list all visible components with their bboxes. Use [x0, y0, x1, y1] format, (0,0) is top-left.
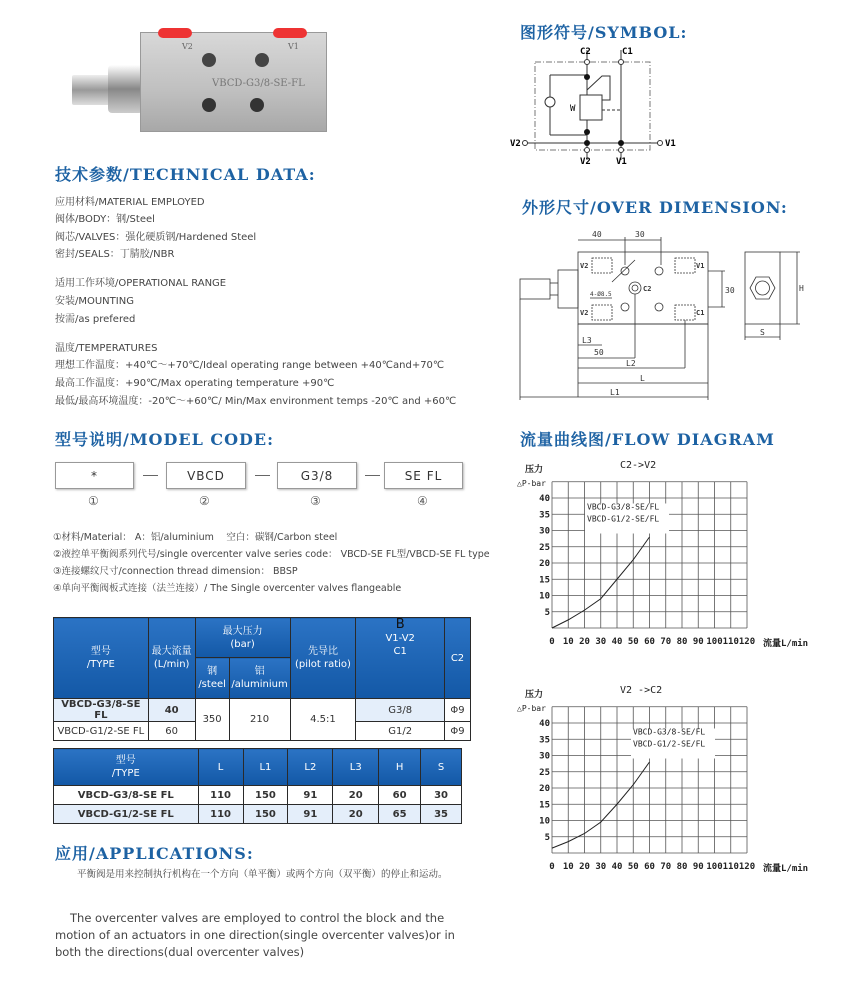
- cell-value: 150: [243, 786, 288, 805]
- x-tick-label: 30: [595, 862, 607, 872]
- port-hole: [202, 53, 216, 67]
- hydraulic-symbol: [510, 40, 690, 170]
- cell-value: 60: [379, 786, 421, 805]
- chart-title: C2->V2: [620, 460, 657, 471]
- y-tick-label: 25: [539, 767, 550, 778]
- chart-title: V2 ->C2: [620, 685, 663, 696]
- dim-H: H: [799, 284, 804, 293]
- cell-steel: 350: [195, 699, 229, 741]
- y-tick-label: 15: [539, 800, 550, 811]
- model-code-box-material: *: [55, 462, 134, 489]
- red-cap: [273, 28, 307, 38]
- cell-value: 65: [379, 805, 421, 824]
- x-tick-label: 70: [660, 637, 672, 647]
- x-tick-label: 110: [722, 637, 739, 647]
- label-v2-bottom: V2: [580, 157, 591, 167]
- y-tick-label: 20: [539, 784, 550, 794]
- code-number: ③: [310, 494, 321, 508]
- x-tick-label: 20: [579, 637, 590, 647]
- cell-aluminium: 210: [229, 699, 290, 741]
- x-tick-label: 100: [706, 862, 723, 872]
- x-tick-label: 50: [627, 862, 639, 872]
- cell-value: 91: [288, 805, 333, 824]
- flow-diagram-heading: 流量曲线图/FLOW DIAGRAM: [520, 430, 775, 449]
- tech-line: 阀体/BODY：钢/Steel: [55, 214, 155, 225]
- tech-line: 最低/最高环境温度：-20℃～+60℃/ Min/Max environment temps -20℃ and +60℃: [55, 396, 457, 407]
- cell-thread: G1/2: [356, 722, 445, 741]
- y-tick-label: 35: [539, 510, 550, 521]
- tech-line: 适用工作环境/OPERATIONAL RANGE: [55, 278, 227, 289]
- header-aluminium: 铝 /aluminium: [229, 658, 290, 699]
- header-L3: L3: [333, 749, 379, 786]
- y-tick-label: 5: [544, 607, 550, 618]
- spring-icon: W: [570, 104, 576, 114]
- tech-line: 阀芯/VALVES：强化硬质钢/Hardened Steel: [55, 232, 257, 243]
- applications-cn: 平衡阀是用来控制执行机构在一个方向（单平衡）或两个方向（双平衡）的停止和运动。: [77, 869, 448, 880]
- label-v1: V1: [665, 139, 676, 149]
- dim-L: L: [640, 374, 645, 383]
- port-hole: [255, 53, 269, 67]
- dim-30-vertical: 30: [725, 286, 735, 295]
- applications-heading: 应用/APPLICATIONS:: [55, 844, 254, 863]
- cell-value: 20: [333, 786, 379, 805]
- cell-value: 30: [421, 786, 462, 805]
- port-hole: [250, 98, 264, 112]
- x-tick-label: 20: [579, 862, 590, 872]
- y-tick-label: 40: [539, 494, 550, 504]
- model-code-box-type: SE FL: [384, 462, 463, 489]
- dim-L3: L3: [582, 336, 592, 345]
- dim-S: S: [760, 328, 765, 337]
- port-v1: V1: [696, 262, 705, 270]
- cell-c2: Φ9: [445, 699, 471, 722]
- dash: [365, 475, 380, 476]
- engraving-v2: V2: [182, 42, 193, 51]
- valve-nut: [108, 65, 143, 113]
- engraving-v1: V1: [288, 42, 299, 51]
- x-tick-label: 0: [549, 637, 555, 647]
- flow-chart-c2-v2: [505, 450, 820, 655]
- cell-value: 91: [288, 786, 333, 805]
- x-tick-label: 80: [676, 862, 688, 872]
- technical-data-heading: 技术参数/TECHNICAL DATA:: [55, 165, 316, 184]
- x-tick-label: 70: [660, 862, 672, 872]
- dimension-drawing: [510, 215, 810, 400]
- model-code-heading: 型号说明/MODEL CODE:: [55, 430, 275, 449]
- dim-L1: L1: [610, 388, 620, 397]
- header-S: S: [421, 749, 462, 786]
- x-tick-label: 120: [738, 862, 756, 872]
- tech-line: 应用材料/MATERIAL EMPLOYED: [55, 197, 205, 208]
- tech-line: 按需/as prefered: [55, 314, 136, 325]
- code-number: ②: [199, 494, 210, 508]
- cell-pilot: 4.5:1: [290, 699, 356, 741]
- x-tick-label: 0: [549, 862, 555, 872]
- header-c2: C2: [445, 618, 471, 699]
- cell-type: VBCD-G3/8-SE FL: [54, 786, 199, 805]
- red-cap: [158, 28, 192, 38]
- cell-flow: 40: [148, 699, 195, 722]
- check-valve-icon: [545, 97, 555, 107]
- y-tick-label: 30: [539, 751, 550, 762]
- y-tick-label: 5: [544, 832, 550, 843]
- y-axis-label-cn: 压力: [525, 465, 544, 475]
- tech-line: 安装/MOUNTING: [55, 296, 134, 307]
- port-hole: [202, 98, 216, 112]
- cell-thread: G3/8: [356, 699, 445, 722]
- engraving-model: VBCD-G3/8-SE-FL: [212, 78, 305, 89]
- y-tick-label: 35: [539, 735, 550, 746]
- x-tick-label: 40: [611, 637, 623, 647]
- cell-type: VBCD-G3/8-SE FL: [54, 699, 149, 722]
- x-tick-label: 60: [644, 862, 655, 872]
- symbol-heading: 图形符号/SYMBOL:: [520, 23, 688, 42]
- dim-30: 30: [635, 230, 645, 239]
- dim-L2: L2: [626, 359, 636, 368]
- header-type: 型号 /TYPE: [54, 749, 199, 786]
- header-pilot-ratio: 先导比 (pilot ratio): [290, 618, 356, 699]
- header-type: 型号 /TYPE: [54, 618, 149, 699]
- y-axis-label: △P-bar: [517, 704, 546, 713]
- y-tick-label: 15: [539, 575, 550, 586]
- x-tick-label: 60: [644, 637, 655, 647]
- cell-c2: Φ9: [445, 722, 471, 741]
- dimension-heading: 外形尺寸/OVER DIMENSION:: [522, 198, 788, 217]
- cell-flow: 60: [148, 722, 195, 741]
- port-c2: C2: [643, 285, 652, 293]
- header-H: H: [379, 749, 421, 786]
- cell-value: 110: [198, 805, 243, 824]
- legend-entry: VBCD-G1/2-SE/FL: [587, 514, 660, 524]
- label-v2: V2: [510, 139, 521, 149]
- header-L: L: [198, 749, 243, 786]
- header-L2: L2: [288, 749, 333, 786]
- y-tick-label: 10: [539, 591, 550, 602]
- label-c2: C2: [580, 47, 591, 57]
- dim-hole: 4-Ø8.5: [590, 291, 612, 298]
- x-tick-label: 110: [722, 862, 739, 872]
- table-row: [54, 805, 462, 824]
- y-tick-label: 10: [539, 816, 550, 827]
- code-note: ②液控单平衡阀系列代号/single overcenter valve series code： VBCD-SE FL型/VBCD-SE FL type: [53, 549, 490, 560]
- tech-line: 密封/SEALS：丁腈胶/NBR: [55, 249, 175, 260]
- x-tick-label: 90: [692, 862, 704, 872]
- dash: [255, 475, 270, 476]
- x-tick-label: 40: [611, 862, 623, 872]
- y-tick-label: 40: [539, 719, 550, 729]
- applications-en: The overcenter valves are employed to control the block and the motion of an actuators in one direction(single overcenter valves)or in both the directions(dual overcenter valves): [55, 911, 455, 959]
- flow-chart-v2-c2: [505, 675, 820, 880]
- x-tick-label: 50: [627, 637, 639, 647]
- dim-50: 50: [594, 348, 604, 357]
- cell-value: 20: [333, 805, 379, 824]
- port-v2: V2: [580, 262, 589, 270]
- y-tick-label: 20: [539, 559, 550, 569]
- code-note: ④单向平衡阀板式连接（法兰连接）/ The Single overcenter valves flangeable: [53, 583, 402, 594]
- valve-shaft: [72, 75, 112, 105]
- legend-entry: VBCD-G3/8-SE/FL: [633, 727, 706, 737]
- legend-entry: VBCD-G1/2-SE/FL: [633, 739, 706, 749]
- cell-value: 110: [198, 786, 243, 805]
- x-tick-label: 100: [706, 637, 723, 647]
- dimensions-table: [53, 748, 462, 824]
- table-row: [54, 699, 471, 722]
- header-max-pressure: 最大压力 (bar): [195, 618, 290, 658]
- table-row: [54, 786, 462, 805]
- legend-entry: VBCD-G3/8-SE/FL: [587, 502, 660, 512]
- y-tick-label: 30: [539, 526, 550, 537]
- cell-value: 150: [243, 805, 288, 824]
- x-tick-label: 80: [676, 637, 688, 647]
- x-tick-label: 10: [562, 637, 574, 647]
- code-number: ④: [417, 494, 428, 508]
- header-L1: L1: [243, 749, 288, 786]
- dash: [143, 475, 158, 476]
- code-note: ③连接螺纹尺寸/connection thread dimension： BBSP: [53, 566, 298, 577]
- y-axis-label: △P-bar: [517, 479, 546, 488]
- y-axis-label-cn: 压力: [525, 690, 544, 700]
- code-note: ①材料/Material： A：铝/aluminium 空白：碳钢/Carbon steel: [53, 532, 338, 543]
- x-tick-label: 10: [562, 862, 574, 872]
- header-max-flow: 最大流量 (L/min): [148, 618, 195, 699]
- tech-line: 最高工作温度：+90℃/Max operating temperature +90℃: [55, 378, 335, 389]
- specs-table: [53, 617, 471, 741]
- x-axis-label: 流量L/min: [763, 864, 809, 874]
- tech-line: 温度/TEMPERATURES: [55, 343, 158, 354]
- cell-type: VBCD-G1/2-SE FL: [54, 722, 149, 741]
- y-tick-label: 25: [539, 542, 550, 553]
- x-tick-label: 90: [692, 637, 704, 647]
- product-photo: [60, 20, 340, 140]
- tech-line: 理想工作温度：+40℃～+70℃/Ideal operating range between +40℃and+70℃: [55, 360, 445, 371]
- cell-value: 35: [421, 805, 462, 824]
- header-steel: 钢 /steel: [195, 658, 229, 699]
- x-tick-label: 30: [595, 637, 607, 647]
- port-v2-lower: V2: [580, 309, 589, 317]
- port-c1: C1: [696, 309, 705, 317]
- label-c1: C1: [622, 47, 633, 57]
- x-axis-label: 流量L/min: [763, 639, 809, 649]
- dim-40: 40: [592, 230, 602, 239]
- header-b: B V1-V2 C1: [356, 618, 445, 699]
- x-tick-label: 120: [738, 637, 756, 647]
- cell-type: VBCD-G1/2-SE FL: [54, 805, 199, 824]
- label-v1-bottom: V1: [616, 157, 627, 167]
- model-code-box-series: VBCD: [166, 462, 246, 489]
- model-code-box-thread: G3/8: [277, 462, 357, 489]
- code-number: ①: [88, 494, 99, 508]
